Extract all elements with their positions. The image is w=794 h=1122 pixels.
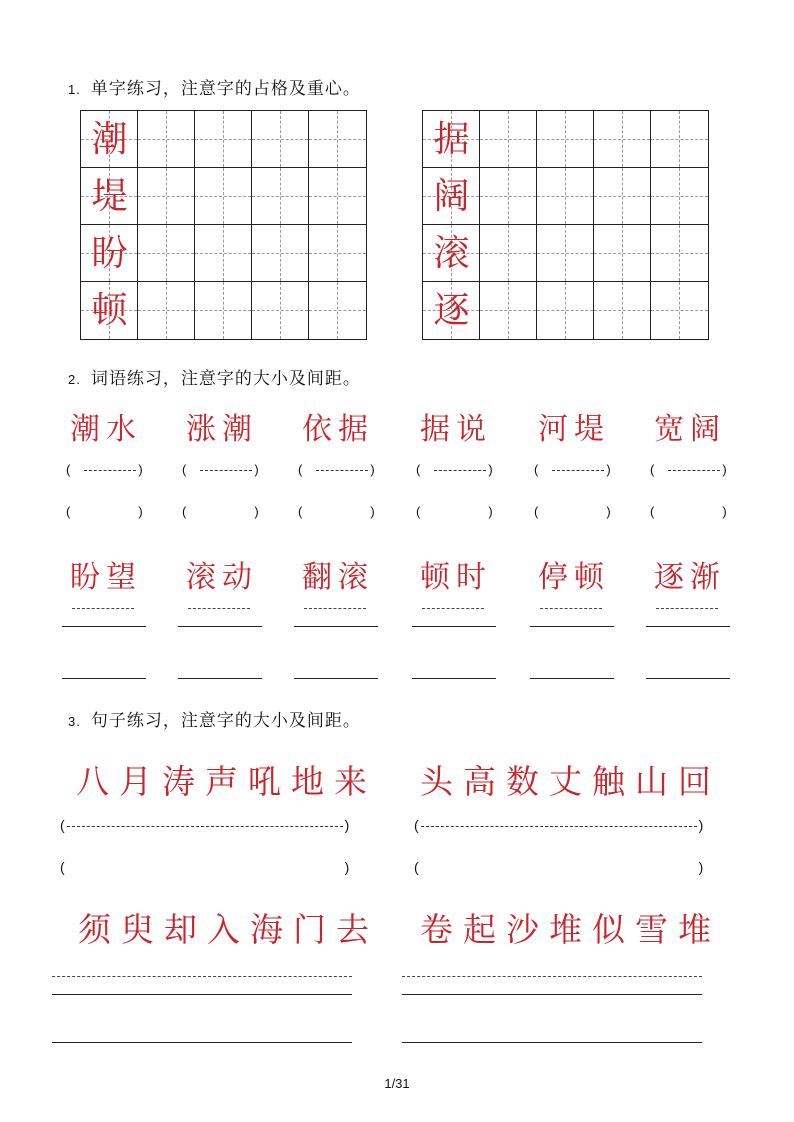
section1-title: 单字练习，注意字的占格及重心。: [90, 79, 361, 99]
word-guide-dashed: [540, 608, 602, 609]
grid-cell[interactable]: [252, 282, 309, 339]
section1-number: 1.: [68, 82, 81, 97]
sentence-writing-line-3[interactable]: [52, 1042, 352, 1043]
sentence-writing-line-4[interactable]: [402, 1042, 702, 1043]
grid-cell[interactable]: [537, 225, 594, 282]
word-row1-item: 涨潮: [186, 412, 258, 447]
answer-paren-dotted[interactable]: ( ): [66, 462, 143, 477]
grid-cell[interactable]: [309, 168, 366, 225]
section2-number: 2.: [68, 372, 81, 387]
grid-character: 阔: [433, 176, 470, 217]
grid-cell: [423, 168, 480, 225]
grid-character: 潮: [91, 119, 128, 160]
grid-cell[interactable]: [138, 111, 195, 168]
word-row1-item: 据说: [420, 412, 492, 447]
word-row2-item: 翻滚: [302, 560, 374, 595]
grid-cell[interactable]: [594, 225, 651, 282]
grid-cell[interactable]: [594, 111, 651, 168]
grid-cell: [81, 225, 138, 282]
sentence-writing-line-2[interactable]: [402, 994, 702, 995]
grid-character: 顿: [91, 290, 128, 331]
answer-paren[interactable]: ( ): [534, 504, 611, 519]
word-row2-item: 逐渐: [654, 560, 726, 595]
grid-cell[interactable]: [651, 225, 708, 282]
grid-cell: [81, 282, 138, 339]
practice-grid-right: [422, 110, 709, 340]
grid-character: 逐: [433, 290, 470, 331]
grid-cell: [423, 225, 480, 282]
section1-heading: [68, 74, 361, 99]
grid-cell[interactable]: [138, 225, 195, 282]
sentence-2: 头高数丈触山回: [420, 762, 721, 801]
word-writing-line[interactable]: [412, 678, 496, 679]
word-guide-dashed: [656, 608, 718, 609]
answer-paren-dotted[interactable]: ( ): [650, 462, 727, 477]
grid-cell[interactable]: [195, 111, 252, 168]
sentence-1: 八月涛声吼地来: [76, 762, 377, 801]
grid-cell[interactable]: [480, 111, 537, 168]
grid-character: 据: [433, 119, 470, 160]
grid-cell[interactable]: [537, 282, 594, 339]
grid-cell[interactable]: [480, 282, 537, 339]
word-writing-line[interactable]: [178, 626, 262, 627]
grid-cell[interactable]: [537, 111, 594, 168]
grid-cell[interactable]: [594, 282, 651, 339]
sentence-4: 卷起沙堆似雪堆: [420, 910, 721, 949]
word-writing-line[interactable]: [294, 626, 378, 627]
grid-cell[interactable]: [138, 282, 195, 339]
word-writing-line[interactable]: [646, 678, 730, 679]
answer-paren-dotted[interactable]: ( ): [416, 462, 493, 477]
word-writing-line[interactable]: [530, 626, 614, 627]
answer-paren[interactable]: ( ): [298, 504, 375, 519]
grid-cell[interactable]: [651, 282, 708, 339]
grid-cell[interactable]: [651, 111, 708, 168]
answer-paren-dotted[interactable]: ( ): [534, 462, 611, 477]
grid-character: 滚: [433, 233, 470, 274]
word-writing-line[interactable]: [178, 678, 262, 679]
grid-cell[interactable]: [195, 168, 252, 225]
answer-paren-dotted-2: ( ): [414, 817, 704, 833]
word-guide-dashed: [188, 608, 250, 609]
grid-cell[interactable]: [252, 225, 309, 282]
grid-cell[interactable]: [195, 282, 252, 339]
answer-paren-1: ( ): [60, 859, 350, 875]
word-writing-line[interactable]: [530, 678, 614, 679]
grid-cell: [423, 111, 480, 168]
grid-cell[interactable]: [252, 111, 309, 168]
word-row2-item: 顿时: [420, 560, 492, 595]
grid-cell[interactable]: [480, 168, 537, 225]
word-writing-line[interactable]: [412, 626, 496, 627]
answer-paren-dotted[interactable]: ( ): [298, 462, 375, 477]
answer-paren[interactable]: ( ): [416, 504, 493, 519]
sentence-guide-dashed-2: [402, 976, 702, 977]
grid-cell[interactable]: [138, 168, 195, 225]
section2-title: 词语练习，注意字的大小及间距。: [90, 369, 361, 389]
answer-paren[interactable]: ( ): [182, 504, 259, 519]
word-writing-line[interactable]: [62, 678, 146, 679]
answer-paren-dotted-1: ( ): [60, 817, 350, 833]
page-number: 1/31: [384, 1076, 410, 1091]
grid-cell: [81, 111, 138, 168]
sentence-writing-line-1[interactable]: [52, 994, 352, 995]
grid-cell[interactable]: [594, 168, 651, 225]
sentence-3: 须臾却入海门去: [78, 910, 379, 949]
word-row2-item: 滚动: [186, 560, 258, 595]
word-row1-item: 河堤: [538, 412, 610, 447]
word-guide-dashed: [422, 608, 484, 609]
word-writing-line[interactable]: [294, 678, 378, 679]
word-row1-item: 依据: [302, 412, 374, 447]
section3-heading: [68, 706, 361, 731]
word-row2-item: 盼望: [70, 560, 142, 595]
word-guide-dashed: [72, 608, 134, 609]
word-guide-dashed: [304, 608, 366, 609]
answer-paren[interactable]: ( ): [650, 504, 727, 519]
grid-character: 盼: [91, 233, 128, 274]
grid-cell[interactable]: [309, 111, 366, 168]
word-writing-line[interactable]: [646, 626, 730, 627]
word-row2-item: 停顿: [538, 560, 610, 595]
grid-cell[interactable]: [309, 225, 366, 282]
grid-cell[interactable]: [195, 225, 252, 282]
grid-cell[interactable]: [252, 168, 309, 225]
grid-cell[interactable]: [537, 168, 594, 225]
grid-cell: [423, 282, 480, 339]
grid-cell: [81, 168, 138, 225]
answer-paren-dotted[interactable]: ( ): [182, 462, 259, 477]
grid-cell[interactable]: [480, 225, 537, 282]
practice-grid-left: [80, 110, 367, 340]
section2-heading: [68, 364, 361, 389]
grid-cell[interactable]: [309, 282, 366, 339]
grid-character: 堤: [91, 176, 128, 217]
word-row1-item: 潮水: [70, 412, 142, 447]
word-row1-item: 宽阔: [654, 412, 726, 447]
sentence-guide-dashed-1: [52, 976, 352, 977]
section3-title: 句子练习，注意字的大小及间距。: [90, 711, 361, 731]
word-writing-line[interactable]: [62, 626, 146, 627]
section3-number: 3.: [68, 714, 81, 729]
grid-cell[interactable]: [651, 168, 708, 225]
answer-paren[interactable]: ( ): [66, 504, 143, 519]
answer-paren-2: ( ): [414, 859, 704, 875]
